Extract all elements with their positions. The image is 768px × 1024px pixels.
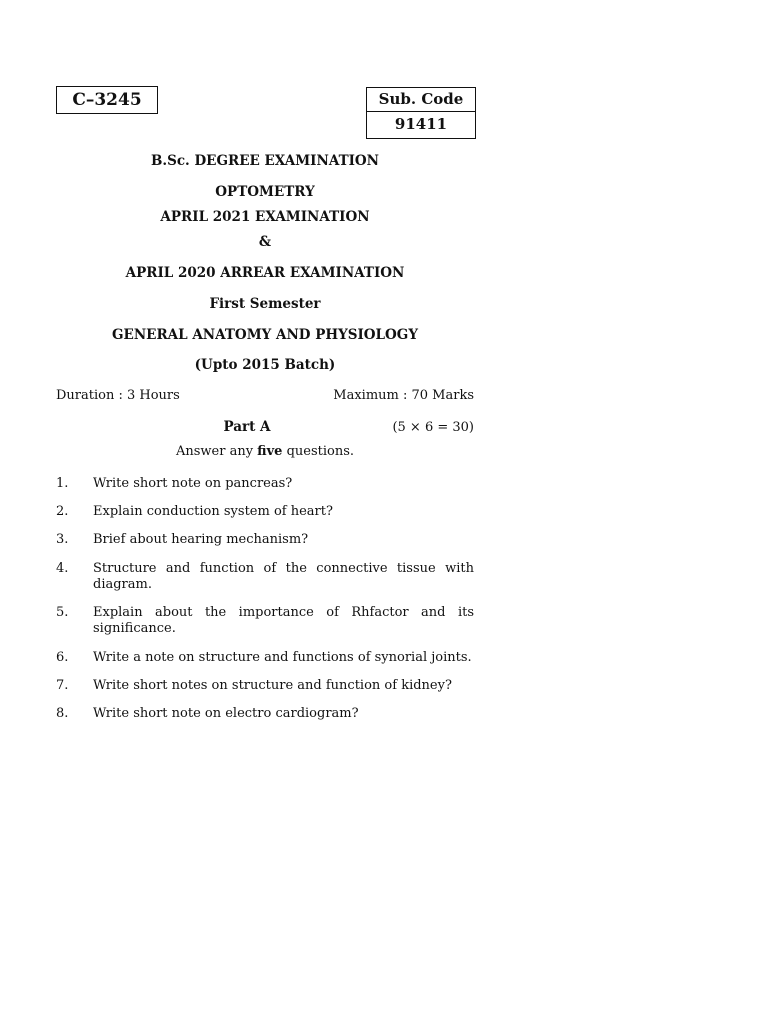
paper-code: C–3245 bbox=[72, 90, 142, 110]
subject-title: OPTOMETRY bbox=[215, 184, 315, 200]
part-a-title: Part A bbox=[223, 419, 271, 435]
question-text: Explain conduction system of heart? bbox=[93, 504, 333, 519]
sub-code-label: Sub. Code bbox=[367, 88, 475, 112]
question-number: 2. bbox=[56, 504, 69, 519]
question-text: Brief about hearing mechanism? bbox=[93, 532, 309, 547]
instruction-bold: five bbox=[257, 444, 283, 459]
question-number: 4. bbox=[56, 561, 69, 576]
ampersand: & bbox=[258, 234, 272, 250]
instruction-post: questions. bbox=[282, 444, 355, 459]
semester-title: First Semester bbox=[209, 296, 321, 312]
degree-title: B.Sc. DEGREE EXAMINATION bbox=[150, 153, 380, 169]
instruction-pre: Answer any bbox=[175, 444, 258, 459]
sub-code-value: 91411 bbox=[394, 115, 448, 133]
sub-code-box bbox=[366, 87, 476, 139]
max-marks: Maximum : 70 Marks bbox=[333, 388, 474, 403]
part-a-instruction bbox=[56, 444, 474, 459]
question-number: 7. bbox=[56, 678, 69, 693]
exam-title-2: APRIL 2020 ARREAR EXAMINATION bbox=[125, 265, 405, 281]
question-text: Write short note on electro cardiogram? bbox=[93, 706, 359, 721]
question-text: Write short notes on structure and function of kidney? bbox=[93, 678, 452, 693]
question-number: 1. bbox=[56, 476, 69, 491]
question-text: Explain about the importance of Rhfactor and its significance. bbox=[93, 605, 474, 636]
question-text: Write short note on pancreas? bbox=[93, 476, 293, 491]
paper-title: GENERAL ANATOMY AND PHYSIOLOGY bbox=[112, 327, 418, 343]
question-number: 5. bbox=[56, 605, 69, 620]
question-number: 3. bbox=[56, 532, 69, 547]
exam-title-1: APRIL 2021 EXAMINATION bbox=[160, 209, 370, 225]
part-a-marks: (5 × 6 = 30) bbox=[392, 420, 474, 435]
question-number: 6. bbox=[56, 650, 69, 665]
question-text: Write a note on structure and functions of synorial joints. bbox=[93, 650, 472, 665]
question-number: 8. bbox=[56, 706, 69, 721]
paper-code-box bbox=[56, 86, 158, 114]
duration: Duration : 3 Hours bbox=[56, 388, 180, 403]
batch-title: (Upto 2015 Batch) bbox=[194, 357, 336, 373]
question-text: Structure and function of the connective tissue with diagram. bbox=[93, 561, 474, 592]
